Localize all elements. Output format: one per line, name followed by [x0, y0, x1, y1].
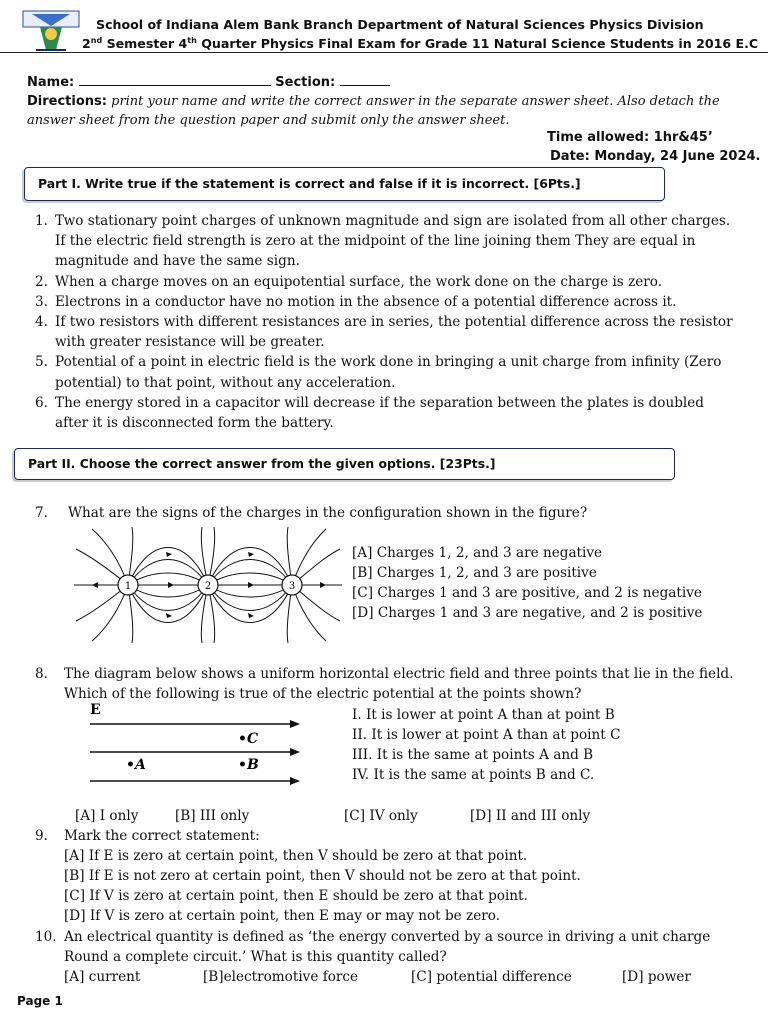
statement: IV. It is the same at points B and C. [352, 767, 595, 783]
list-item: 4. If two resistors with different resistances are in series, the potential difference across the resistor with greater resistance will be greater. [35, 314, 733, 351]
charge-1 [118, 575, 138, 595]
field-label: E [90, 702, 101, 718]
charge-2 [198, 575, 218, 595]
statement: III. It is the same at points A and B [352, 747, 594, 763]
option: [B] Charges 1, 2, and 3 are positive [352, 565, 597, 581]
q10-number: 10. [35, 929, 57, 945]
name-section-line [27, 73, 390, 90]
exam-title: 2nd Semester 4th Quarter Physics Final Exam for Grade 11 Natural Science Students in 2016 E.C [82, 36, 759, 52]
option: [D] II and III only [470, 808, 591, 824]
option: [B] III only [175, 808, 250, 824]
list-item: 5. Potential of a point in electric field is the work done in bringing a unit charge from infinity (Zero potential) to that point, without any acceleration. [35, 354, 722, 391]
q10-text: An electrical quantity is defined as ‘the energy converted by a source in driving a unit charge Round a complete circuit.’ What is this quantity called? [64, 929, 711, 966]
q9-text: Mark the correct statement: [64, 828, 260, 844]
q7-number: 7. [35, 505, 48, 521]
name-blank[interactable] [79, 73, 271, 86]
name-label: Name: [27, 75, 75, 90]
option: [B]electromotive force [203, 969, 359, 985]
point-b: •B [238, 757, 259, 773]
q8-statements [352, 705, 620, 785]
svg-text:1: 1 [124, 581, 132, 592]
option: [D] power [622, 969, 691, 985]
directions [27, 92, 747, 130]
statement: I. It is lower at point A than at point B [352, 707, 615, 723]
charge-3 [282, 575, 302, 595]
statement: II. It is lower at point A than at point C [352, 727, 621, 743]
section-blank[interactable] [340, 73, 390, 86]
option: [A] current [64, 969, 141, 985]
field-lines-figure [72, 527, 344, 643]
option: [D] If V is zero at certain point, then E may or may not be zero. [64, 908, 501, 924]
option: [D] Charges 1 and 3 are negative, and 2 is positive [352, 605, 703, 621]
option: [A] I only [75, 808, 139, 824]
option: [A] Charges 1, 2, and 3 are negative [352, 545, 603, 561]
uniform-field-figure [86, 700, 306, 790]
part1-heading: Part I. Write true if the statement is correct and false if it is incorrect. [6Pts.] [24, 167, 665, 201]
directions-text: print your name and write the correct answer in the separate answer sheet. Also detach the answer sheet from the question paper and submit only the answer sheet. [27, 94, 720, 128]
page-number: Page 1 [17, 994, 63, 1008]
directions-label: Directions: [27, 94, 107, 109]
q8-text: The diagram below shows a uniform horizontal electric field and three points that lie in the field. Which of the following is true of the electric potential at the points shown? [64, 666, 734, 703]
part1-list [35, 211, 735, 433]
option: [A] If E is zero at certain point, then V should be zero at that point. [64, 848, 528, 864]
svg-text:3: 3 [288, 581, 296, 592]
point-a: •A [126, 757, 146, 773]
list-item: 1. Two stationary point charges of unknown magnitude and sign are isolated from all other charges. If the electric field strength is zero at the midpoint of the line joining them They are equal in magnitude and have the same sign. [35, 213, 731, 270]
point-c: •C [238, 731, 259, 747]
q7-text: What are the signs of the charges in the configuration shown in the figure? [68, 505, 588, 521]
q9-options [64, 846, 581, 926]
option: [C] Charges 1 and 3 are positive, and 2 is negative [352, 585, 702, 601]
school-title: School of Indiana Alem Bank Branch Department of Natural Sciences Physics Division [96, 17, 704, 32]
school-logo [22, 10, 80, 52]
svg-text:2: 2 [204, 581, 212, 592]
option: [C] potential difference [411, 969, 572, 985]
list-item: 3. Electrons in a conductor have no motion in the absence of a potential difference across it. [35, 293, 677, 310]
q8-number: 8. [35, 666, 48, 682]
exam-date: Date: Monday, 24 June 2024. [550, 149, 761, 164]
list-item: 6. The energy stored in a capacitor will decrease if the separation between the plates is doubled after it is disconnected form the battery. [35, 394, 704, 432]
option: [B] If E is not zero at certain point, then V should not be zero at that point. [64, 868, 581, 884]
part2-heading: Part II. Choose the correct answer from the given options. [23Pts.] [14, 448, 675, 480]
option: [C] IV only [344, 808, 418, 824]
q9-number: 9. [35, 828, 48, 844]
time-allowed: Time allowed: 1hr&45’ [547, 130, 713, 145]
q7-options [352, 543, 702, 623]
list-item: 2. When a charge moves on an equipotential surface, the work done on the charge is zero. [35, 273, 663, 290]
option: [C] If V is zero at certain point, then E should be zero at that point. [64, 888, 528, 904]
header-rule [0, 52, 768, 53]
section-label: Section: [275, 75, 336, 90]
